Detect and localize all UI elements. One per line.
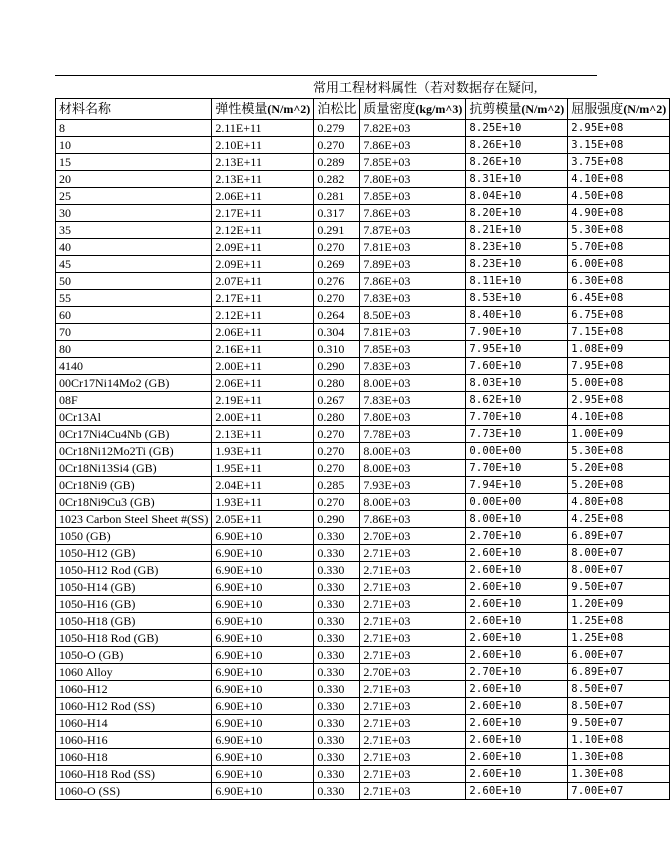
shear-modulus-cell: 7.70E+10 [466, 409, 568, 426]
elastic-modulus-cell: 2.09E+11 [212, 239, 314, 256]
shear-modulus-cell: 8.00E+10 [466, 511, 568, 528]
poisson-ratio-cell: 0.270 [314, 137, 360, 154]
material-name-cell: 0Cr18Ni9 (GB) [56, 477, 212, 494]
shear-modulus-cell: 8.23E+10 [466, 256, 568, 273]
material-name-cell: 0Cr17Ni4Cu4Nb (GB) [56, 426, 212, 443]
yield-strength-cell: 6.89E+07 [568, 528, 670, 545]
poisson-ratio-cell: 0.291 [314, 222, 360, 239]
yield-strength-cell: 4.90E+08 [568, 205, 670, 222]
shear-modulus-cell: 8.40E+10 [466, 307, 568, 324]
shear-modulus-cell: 2.60E+10 [466, 766, 568, 783]
yield-strength-cell: 1.30E+08 [568, 766, 670, 783]
mass-density-cell: 2.71E+03 [360, 698, 466, 715]
shear-modulus-cell: 2.60E+10 [466, 545, 568, 562]
shear-modulus-cell: 2.60E+10 [466, 715, 568, 732]
material-name-cell: 10 [56, 137, 212, 154]
elastic-modulus-cell: 2.13E+11 [212, 426, 314, 443]
yield-strength-cell: 9.50E+07 [568, 715, 670, 732]
elastic-modulus-cell: 6.90E+10 [212, 613, 314, 630]
mass-density-cell: 8.00E+03 [360, 494, 466, 511]
material-name-cell: 25 [56, 188, 212, 205]
table-row [56, 494, 670, 511]
table-row [56, 120, 670, 137]
mass-density-cell: 7.81E+03 [360, 324, 466, 341]
material-name-cell: 80 [56, 341, 212, 358]
elastic-modulus-cell: 6.90E+10 [212, 664, 314, 681]
material-name-cell: 60 [56, 307, 212, 324]
mass-density-cell: 2.71E+03 [360, 613, 466, 630]
mass-density-cell: 2.71E+03 [360, 647, 466, 664]
yield-strength-cell: 2.95E+08 [568, 120, 670, 137]
material-name-cell: 20 [56, 171, 212, 188]
yield-strength-cell: 4.25E+08 [568, 511, 670, 528]
elastic-modulus-cell: 2.06E+11 [212, 188, 314, 205]
shear-modulus-cell: 7.90E+10 [466, 324, 568, 341]
mass-density-cell: 2.71E+03 [360, 545, 466, 562]
header-poisson-ratio: 泊松比 [314, 99, 360, 120]
table-row [56, 205, 670, 222]
mass-density-cell: 8.00E+03 [360, 443, 466, 460]
shear-modulus-cell: 8.26E+10 [466, 137, 568, 154]
shear-modulus-cell: 2.60E+10 [466, 732, 568, 749]
material-name-cell: 8 [56, 120, 212, 137]
table-row [56, 222, 670, 239]
shear-modulus-cell: 7.94E+10 [466, 477, 568, 494]
table-row [56, 154, 670, 171]
mass-density-cell: 7.93E+03 [360, 477, 466, 494]
shear-modulus-cell: 8.03E+10 [466, 375, 568, 392]
poisson-ratio-cell: 0.270 [314, 460, 360, 477]
material-name-cell: 0Cr18Ni13Si4 (GB) [56, 460, 212, 477]
poisson-ratio-cell: 0.330 [314, 749, 360, 766]
mass-density-cell: 7.81E+03 [360, 239, 466, 256]
mass-density-cell: 7.87E+03 [360, 222, 466, 239]
mass-density-cell: 7.85E+03 [360, 341, 466, 358]
poisson-ratio-cell: 0.330 [314, 613, 360, 630]
elastic-modulus-cell: 2.10E+11 [212, 137, 314, 154]
table-row [56, 698, 670, 715]
table-row [56, 511, 670, 528]
material-name-cell: 4140 [56, 358, 212, 375]
poisson-ratio-cell: 0.270 [314, 443, 360, 460]
table-row [56, 460, 670, 477]
shear-modulus-cell: 8.20E+10 [466, 205, 568, 222]
table-row [56, 324, 670, 341]
table-row [56, 273, 670, 290]
mass-density-cell: 7.85E+03 [360, 188, 466, 205]
shear-modulus-cell: 8.62E+10 [466, 392, 568, 409]
material-name-cell: 1050-H16 (GB) [56, 596, 212, 613]
mass-density-cell: 2.71E+03 [360, 732, 466, 749]
shear-modulus-cell: 8.11E+10 [466, 273, 568, 290]
table-row [56, 409, 670, 426]
material-name-cell: 1060-H16 [56, 732, 212, 749]
yield-strength-cell: 8.50E+07 [568, 681, 670, 698]
mass-density-cell: 2.71E+03 [360, 715, 466, 732]
materials-table [55, 98, 670, 800]
material-name-cell: 1060-H12 Rod (SS) [56, 698, 212, 715]
table-row [56, 239, 670, 256]
poisson-ratio-cell: 0.282 [314, 171, 360, 188]
poisson-ratio-cell: 0.330 [314, 681, 360, 698]
top-border-line [55, 75, 597, 76]
shear-modulus-cell: 8.31E+10 [466, 171, 568, 188]
table-row [56, 426, 670, 443]
elastic-modulus-cell: 6.90E+10 [212, 732, 314, 749]
yield-strength-cell: 5.00E+08 [568, 375, 670, 392]
poisson-ratio-cell: 0.330 [314, 579, 360, 596]
elastic-modulus-cell: 1.93E+11 [212, 494, 314, 511]
table-row [56, 256, 670, 273]
poisson-ratio-cell: 0.276 [314, 273, 360, 290]
material-name-cell: 55 [56, 290, 212, 307]
table-row [56, 681, 670, 698]
shear-modulus-cell: 7.73E+10 [466, 426, 568, 443]
shear-modulus-cell: 7.95E+10 [466, 341, 568, 358]
elastic-modulus-cell: 2.00E+11 [212, 358, 314, 375]
elastic-modulus-cell: 6.90E+10 [212, 596, 314, 613]
yield-strength-cell: 6.89E+07 [568, 664, 670, 681]
material-name-cell: 1050-H12 Rod (GB) [56, 562, 212, 579]
mass-density-cell: 8.00E+03 [360, 375, 466, 392]
yield-strength-cell: 1.25E+08 [568, 630, 670, 647]
yield-strength-cell: 1.20E+09 [568, 596, 670, 613]
elastic-modulus-cell: 6.90E+10 [212, 749, 314, 766]
mass-density-cell: 2.71E+03 [360, 562, 466, 579]
elastic-modulus-cell: 6.90E+10 [212, 545, 314, 562]
elastic-modulus-cell: 1.93E+11 [212, 443, 314, 460]
shear-modulus-cell: 2.60E+10 [466, 647, 568, 664]
mass-density-cell: 7.80E+03 [360, 171, 466, 188]
shear-modulus-cell: 2.70E+10 [466, 664, 568, 681]
shear-modulus-cell: 8.26E+10 [466, 154, 568, 171]
yield-strength-cell: 3.15E+08 [568, 137, 670, 154]
shear-modulus-cell: 8.23E+10 [466, 239, 568, 256]
mass-density-cell: 7.89E+03 [360, 256, 466, 273]
table-row [56, 392, 670, 409]
shear-modulus-cell: 8.21E+10 [466, 222, 568, 239]
poisson-ratio-cell: 0.330 [314, 715, 360, 732]
header-mass-density: 质量密度(kg/m^3) [360, 99, 466, 120]
mass-density-cell: 2.71E+03 [360, 783, 466, 800]
poisson-ratio-cell: 0.304 [314, 324, 360, 341]
yield-strength-cell: 1.10E+08 [568, 732, 670, 749]
material-name-cell: 15 [56, 154, 212, 171]
elastic-modulus-cell: 6.90E+10 [212, 715, 314, 732]
header-yield-strength: 屈服强度(N/m^2) [568, 99, 670, 120]
shear-modulus-cell: 2.70E+10 [466, 528, 568, 545]
yield-strength-cell: 8.00E+07 [568, 545, 670, 562]
yield-strength-cell: 7.15E+08 [568, 324, 670, 341]
poisson-ratio-cell: 0.330 [314, 664, 360, 681]
material-name-cell: 1060-H12 [56, 681, 212, 698]
yield-strength-cell: 1.25E+08 [568, 613, 670, 630]
table-row [56, 477, 670, 494]
table-row [56, 749, 670, 766]
elastic-modulus-cell: 2.00E+11 [212, 409, 314, 426]
elastic-modulus-cell: 2.19E+11 [212, 392, 314, 409]
poisson-ratio-cell: 0.270 [314, 426, 360, 443]
table-row [56, 596, 670, 613]
elastic-modulus-cell: 2.12E+11 [212, 222, 314, 239]
shear-modulus-cell: 8.53E+10 [466, 290, 568, 307]
material-name-cell: 70 [56, 324, 212, 341]
poisson-ratio-cell: 0.267 [314, 392, 360, 409]
table-row [56, 562, 670, 579]
material-name-cell: 1060 Alloy [56, 664, 212, 681]
material-name-cell: 30 [56, 205, 212, 222]
poisson-ratio-cell: 0.330 [314, 732, 360, 749]
table-row [56, 732, 670, 749]
yield-strength-cell: 5.30E+08 [568, 222, 670, 239]
shear-modulus-cell: 2.60E+10 [466, 562, 568, 579]
yield-strength-cell: 4.10E+08 [568, 409, 670, 426]
elastic-modulus-cell: 2.12E+11 [212, 307, 314, 324]
elastic-modulus-cell: 6.90E+10 [212, 579, 314, 596]
header-material-name: 材料名称 [56, 99, 212, 120]
material-name-cell: 00Cr17Ni14Mo2 (GB) [56, 375, 212, 392]
shear-modulus-cell: 2.60E+10 [466, 698, 568, 715]
material-name-cell: 45 [56, 256, 212, 273]
poisson-ratio-cell: 0.330 [314, 783, 360, 800]
poisson-ratio-cell: 0.269 [314, 256, 360, 273]
elastic-modulus-cell: 2.06E+11 [212, 324, 314, 341]
elastic-modulus-cell: 2.09E+11 [212, 256, 314, 273]
mass-density-cell: 7.86E+03 [360, 273, 466, 290]
elastic-modulus-cell: 6.90E+10 [212, 783, 314, 800]
poisson-ratio-cell: 0.330 [314, 562, 360, 579]
poisson-ratio-cell: 0.280 [314, 409, 360, 426]
poisson-ratio-cell: 0.290 [314, 358, 360, 375]
poisson-ratio-cell: 0.270 [314, 239, 360, 256]
yield-strength-cell: 4.50E+08 [568, 188, 670, 205]
shear-modulus-cell: 2.60E+10 [466, 681, 568, 698]
mass-density-cell: 2.71E+03 [360, 766, 466, 783]
table-row [56, 647, 670, 664]
poisson-ratio-cell: 0.285 [314, 477, 360, 494]
yield-strength-cell: 4.10E+08 [568, 171, 670, 188]
shear-modulus-cell: 2.60E+10 [466, 630, 568, 647]
material-name-cell: 35 [56, 222, 212, 239]
shear-modulus-cell: 7.70E+10 [466, 460, 568, 477]
elastic-modulus-cell: 6.90E+10 [212, 528, 314, 545]
elastic-modulus-cell: 2.05E+11 [212, 511, 314, 528]
material-name-cell: 1050 (GB) [56, 528, 212, 545]
elastic-modulus-cell: 2.04E+11 [212, 477, 314, 494]
elastic-modulus-cell: 6.90E+10 [212, 698, 314, 715]
shear-modulus-cell: 0.00E+00 [466, 494, 568, 511]
poisson-ratio-cell: 0.317 [314, 205, 360, 222]
material-name-cell: 1060-O (SS) [56, 783, 212, 800]
yield-strength-cell: 2.95E+08 [568, 392, 670, 409]
poisson-ratio-cell: 0.330 [314, 545, 360, 562]
material-name-cell: 50 [56, 273, 212, 290]
shear-modulus-cell: 7.60E+10 [466, 358, 568, 375]
poisson-ratio-cell: 0.330 [314, 766, 360, 783]
poisson-ratio-cell: 0.280 [314, 375, 360, 392]
shear-modulus-cell: 2.60E+10 [466, 613, 568, 630]
yield-strength-cell: 6.00E+07 [568, 647, 670, 664]
material-name-cell: 1050-H14 (GB) [56, 579, 212, 596]
elastic-modulus-cell: 2.13E+11 [212, 154, 314, 171]
mass-density-cell: 2.71E+03 [360, 749, 466, 766]
elastic-modulus-cell: 1.95E+11 [212, 460, 314, 477]
table-row [56, 290, 670, 307]
mass-density-cell: 2.71E+03 [360, 596, 466, 613]
elastic-modulus-cell: 2.06E+11 [212, 375, 314, 392]
material-name-cell: 1050-H18 (GB) [56, 613, 212, 630]
elastic-modulus-cell: 6.90E+10 [212, 562, 314, 579]
yield-strength-cell: 6.30E+08 [568, 273, 670, 290]
yield-strength-cell: 7.00E+07 [568, 783, 670, 800]
mass-density-cell: 7.83E+03 [360, 358, 466, 375]
shear-modulus-cell: 2.60E+10 [466, 783, 568, 800]
table-row [56, 358, 670, 375]
elastic-modulus-cell: 6.90E+10 [212, 630, 314, 647]
material-name-cell: 1060-H14 [56, 715, 212, 732]
poisson-ratio-cell: 0.270 [314, 494, 360, 511]
table-row [56, 664, 670, 681]
yield-strength-cell: 5.20E+08 [568, 460, 670, 477]
table-row [56, 528, 670, 545]
table-row [56, 307, 670, 324]
poisson-ratio-cell: 0.330 [314, 647, 360, 664]
mass-density-cell: 8.00E+03 [360, 460, 466, 477]
header-row [56, 99, 670, 120]
poisson-ratio-cell: 0.281 [314, 188, 360, 205]
elastic-modulus-cell: 2.11E+11 [212, 120, 314, 137]
material-name-cell: 1023 Carbon Steel Sheet #(SS) [56, 511, 212, 528]
elastic-modulus-cell: 2.17E+11 [212, 205, 314, 222]
table-body [56, 120, 670, 800]
yield-strength-cell: 5.30E+08 [568, 443, 670, 460]
yield-strength-cell: 1.00E+09 [568, 426, 670, 443]
mass-density-cell: 7.86E+03 [360, 511, 466, 528]
shear-modulus-cell: 8.25E+10 [466, 120, 568, 137]
poisson-ratio-cell: 0.330 [314, 698, 360, 715]
mass-density-cell: 7.85E+03 [360, 154, 466, 171]
shear-modulus-cell: 2.60E+10 [466, 579, 568, 596]
shear-modulus-cell: 2.60E+10 [466, 596, 568, 613]
elastic-modulus-cell: 2.16E+11 [212, 341, 314, 358]
table-row [56, 137, 670, 154]
mass-density-cell: 2.71E+03 [360, 681, 466, 698]
yield-strength-cell: 5.20E+08 [568, 477, 670, 494]
yield-strength-cell: 1.30E+08 [568, 749, 670, 766]
poisson-ratio-cell: 0.290 [314, 511, 360, 528]
table-row [56, 375, 670, 392]
yield-strength-cell: 5.70E+08 [568, 239, 670, 256]
table-row [56, 715, 670, 732]
table-row [56, 188, 670, 205]
mass-density-cell: 7.86E+03 [360, 137, 466, 154]
elastic-modulus-cell: 6.90E+10 [212, 647, 314, 664]
table-row [56, 443, 670, 460]
material-name-cell: 1060-H18 [56, 749, 212, 766]
poisson-ratio-cell: 0.289 [314, 154, 360, 171]
shear-modulus-cell: 0.00E+00 [466, 443, 568, 460]
table-row [56, 766, 670, 783]
poisson-ratio-cell: 0.330 [314, 528, 360, 545]
mass-density-cell: 8.50E+03 [360, 307, 466, 324]
yield-strength-cell: 6.75E+08 [568, 307, 670, 324]
material-name-cell: 1050-H12 (GB) [56, 545, 212, 562]
mass-density-cell: 7.82E+03 [360, 120, 466, 137]
sheet-title: 常用工程材料属性（若对数据存在疑问, [313, 80, 538, 95]
poisson-ratio-cell: 0.330 [314, 596, 360, 613]
mass-density-cell: 2.70E+03 [360, 528, 466, 545]
yield-strength-cell: 3.75E+08 [568, 154, 670, 171]
poisson-ratio-cell: 0.279 [314, 120, 360, 137]
elastic-modulus-cell: 2.13E+11 [212, 171, 314, 188]
poisson-ratio-cell: 0.310 [314, 341, 360, 358]
material-name-cell: 0Cr13Al [56, 409, 212, 426]
mass-density-cell: 7.83E+03 [360, 290, 466, 307]
poisson-ratio-cell: 0.264 [314, 307, 360, 324]
yield-strength-cell: 8.00E+07 [568, 562, 670, 579]
table-row [56, 545, 670, 562]
yield-strength-cell: 6.45E+08 [568, 290, 670, 307]
poisson-ratio-cell: 0.270 [314, 290, 360, 307]
mass-density-cell: 7.78E+03 [360, 426, 466, 443]
mass-density-cell: 7.80E+03 [360, 409, 466, 426]
material-name-cell: 1050-O (GB) [56, 647, 212, 664]
yield-strength-cell: 1.08E+09 [568, 341, 670, 358]
yield-strength-cell: 9.50E+07 [568, 579, 670, 596]
mass-density-cell: 2.71E+03 [360, 630, 466, 647]
mass-density-cell: 7.86E+03 [360, 205, 466, 222]
header-elastic-modulus: 弹性模量(N/m^2) [212, 99, 314, 120]
elastic-modulus-cell: 6.90E+10 [212, 681, 314, 698]
table-row [56, 171, 670, 188]
yield-strength-cell: 7.95E+08 [568, 358, 670, 375]
header-shear-modulus: 抗剪模量(N/m^2) [466, 99, 568, 120]
elastic-modulus-cell: 6.90E+10 [212, 766, 314, 783]
table-row [56, 630, 670, 647]
poisson-ratio-cell: 0.330 [314, 630, 360, 647]
material-name-cell: 40 [56, 239, 212, 256]
yield-strength-cell: 8.50E+07 [568, 698, 670, 715]
elastic-modulus-cell: 2.07E+11 [212, 273, 314, 290]
yield-strength-cell: 4.80E+08 [568, 494, 670, 511]
material-name-cell: 1060-H18 Rod (SS) [56, 766, 212, 783]
table-row [56, 613, 670, 630]
material-name-cell: 08F [56, 392, 212, 409]
shear-modulus-cell: 8.04E+10 [466, 188, 568, 205]
mass-density-cell: 2.70E+03 [360, 664, 466, 681]
table-row [56, 341, 670, 358]
shear-modulus-cell: 2.60E+10 [466, 749, 568, 766]
material-name-cell: 1050-H18 Rod (GB) [56, 630, 212, 647]
material-name-cell: 0Cr18Ni12Mo2Ti (GB) [56, 443, 212, 460]
table-row [56, 783, 670, 800]
yield-strength-cell: 6.00E+08 [568, 256, 670, 273]
mass-density-cell: 7.83E+03 [360, 392, 466, 409]
table-row [56, 579, 670, 596]
material-name-cell: 0Cr18Ni9Cu3 (GB) [56, 494, 212, 511]
elastic-modulus-cell: 2.17E+11 [212, 290, 314, 307]
mass-density-cell: 2.71E+03 [360, 579, 466, 596]
